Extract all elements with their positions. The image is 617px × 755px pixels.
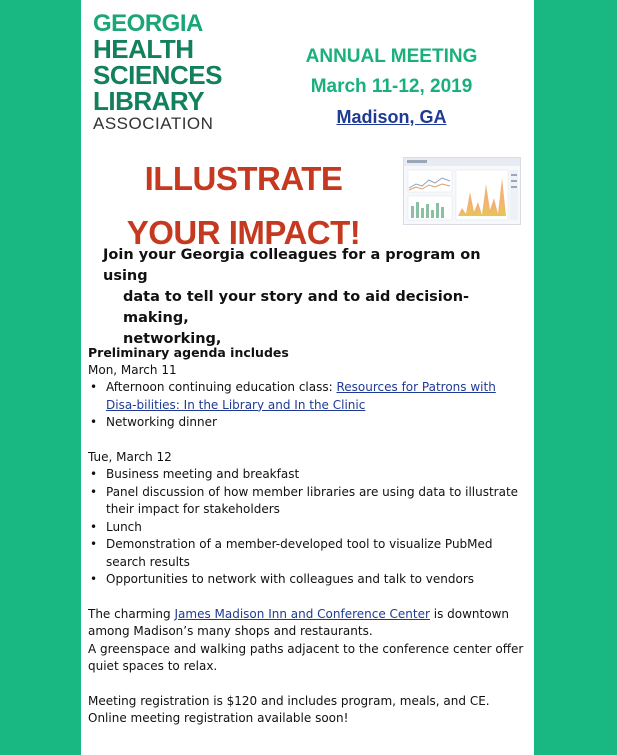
meeting-location-link[interactable]: Madison, GA <box>336 107 447 127</box>
intro-text <box>103 245 528 350</box>
gahsla-logo <box>93 12 223 134</box>
logo-line-health: HEALTH <box>93 34 194 64</box>
headline-line-2: YOUR IMPACT! <box>126 214 361 251</box>
registration-line-1: Meeting registration is $120 and includes program, meals, and CE. <box>88 693 490 708</box>
meeting-info <box>249 42 534 133</box>
intro-line-1: Join your Georgia colleagues for a program on using <box>103 247 481 284</box>
list-item: • Networking dinner <box>88 414 528 432</box>
agenda-day-list <box>88 379 528 432</box>
venue-paragraph <box>88 606 528 641</box>
venue-prefix: The charming <box>88 606 175 621</box>
list-item: • Demonstration of a member-developed tool to visualize PubMed search results <box>88 536 528 571</box>
logo-line-library: LIBRARY <box>93 86 205 116</box>
logo-line-georgia: GEORGIA <box>93 10 203 37</box>
meeting-title: ANNUAL MEETING <box>305 46 478 67</box>
list-item-text: Afternoon continuing education class: <box>106 380 337 394</box>
dashboard-chart-image <box>404 158 520 224</box>
agenda-day-label: Tue, March 12 <box>88 449 172 464</box>
list-item <box>88 379 528 414</box>
agenda-section <box>88 344 528 728</box>
meeting-dates: March 11-12, 2019 <box>310 76 473 97</box>
flyer-page <box>81 0 534 755</box>
intro-line-2: data to tell your story and to aid decision-making, <box>123 289 470 326</box>
intro-line-3: networking, <box>123 331 222 347</box>
headline <box>81 152 406 260</box>
agenda-day-list <box>88 466 528 589</box>
list-item: • Panel discussion of how member libraries are using data to illustrate their impact for stakeholders <box>88 484 528 519</box>
list-item: • Lunch <box>88 519 528 537</box>
logo-line-sciences: SCIENCES <box>93 60 222 90</box>
ce-class-link[interactable]: Resources for Patrons with Disa-bilities: In the Library and In the Clinic <box>106 380 496 412</box>
list-item: • Opportunities to network with colleagues and talk to vendors <box>88 571 528 589</box>
logo-line-association: ASSOCIATION <box>93 114 214 133</box>
venue-line-2: A greenspace and walking paths adjacent to the conference center offer quiet spaces to relax. <box>88 641 524 673</box>
agenda-day-label: Mon, March 11 <box>88 362 177 377</box>
registration-line-2: Online meeting registration available soon! <box>88 711 349 725</box>
agenda-heading: Preliminary agenda includes <box>88 345 289 360</box>
venue-link[interactable]: James Madison Inn and Conference Center <box>174 606 430 621</box>
list-item: • Business meeting and breakfast <box>88 466 528 484</box>
headline-line-1: ILLUSTRATE <box>144 160 343 197</box>
dashboard-thumbnail-image <box>403 157 521 225</box>
venue-suffix: is downtown among Madison’s many shops and restaurants. <box>88 606 509 638</box>
